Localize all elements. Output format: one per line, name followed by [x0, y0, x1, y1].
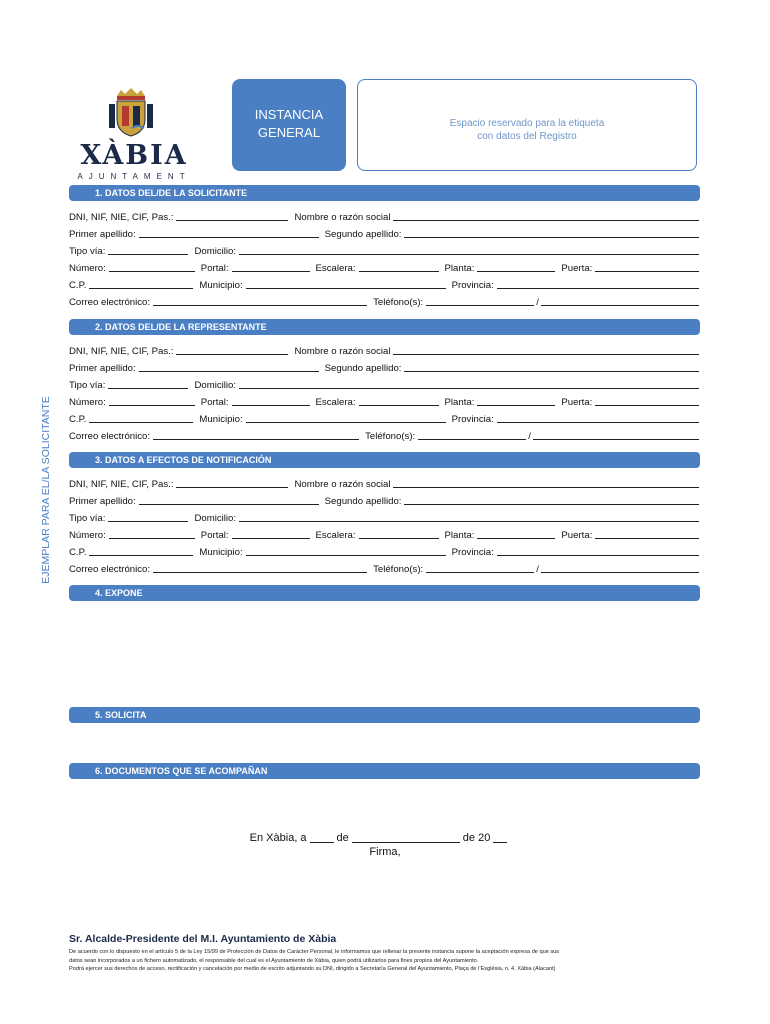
telefono-field-1b[interactable]	[541, 295, 699, 306]
logo-subtitle: AJUNTAMENT	[77, 172, 191, 181]
tipo-via-field-2[interactable]	[108, 378, 188, 389]
puerta-label: Puerta:	[561, 397, 593, 408]
segundo-apellido-field-1[interactable]	[404, 227, 699, 238]
cp-field-3[interactable]	[89, 545, 193, 556]
escalera-field-3[interactable]	[359, 528, 439, 539]
day-field[interactable]	[310, 831, 334, 843]
numero-field-2[interactable]	[109, 395, 195, 406]
provincia-field-2[interactable]	[497, 412, 699, 423]
dni-field-2[interactable]	[176, 344, 288, 355]
primer-apellido-field-2[interactable]	[139, 361, 319, 372]
segundo-apellido-label: Segundo apellido:	[324, 229, 402, 240]
puerta-field-2[interactable]	[595, 395, 699, 406]
row-surnames-3	[69, 491, 699, 507]
numero-label: Número:	[69, 397, 106, 408]
tipo-via-field-1[interactable]	[108, 244, 188, 255]
cp-field-1[interactable]	[89, 278, 193, 289]
row-location-1	[69, 275, 699, 291]
domicilio-field-1[interactable]	[239, 244, 699, 255]
tipo-via-field-3[interactable]	[108, 511, 188, 522]
correo-field-1[interactable]	[153, 295, 367, 306]
registry-label-box	[357, 79, 697, 171]
document-title-line1: INSTANCIA	[254, 107, 324, 122]
date-prefix: En Xàbia, a	[249, 832, 307, 844]
provincia-label: Provincia:	[451, 280, 494, 291]
registry-text-line2: con datos del Registro	[477, 131, 577, 142]
portal-field-3[interactable]	[232, 528, 310, 539]
planta-label: Planta:	[444, 263, 475, 274]
telefono-label: Teléfono(s):	[373, 297, 424, 308]
numero-field-1[interactable]	[109, 261, 195, 272]
domicilio-label: Domicilio:	[194, 246, 237, 257]
puerta-field-3[interactable]	[595, 528, 699, 539]
solicita-area[interactable]	[69, 725, 700, 761]
primer-apellido-label: Primer apellido:	[69, 363, 136, 374]
segundo-apellido-field-2[interactable]	[404, 361, 699, 372]
cp-label: C.P.	[69, 547, 87, 558]
section-2-header: 2. DATOS DEL/DE LA REPRESENTANTE	[69, 319, 700, 335]
year-field[interactable]	[493, 831, 507, 843]
telefono-label: Teléfono(s):	[373, 564, 424, 575]
provincia-label: Provincia:	[451, 547, 494, 558]
telefono-field-3a[interactable]	[426, 562, 534, 573]
segundo-apellido-label: Segundo apellido:	[324, 496, 402, 507]
cp-label: C.P.	[69, 280, 87, 291]
date-line	[200, 831, 560, 844]
telefono-separator: /	[528, 431, 531, 442]
date-de: de	[336, 832, 349, 844]
portal-field-1[interactable]	[232, 261, 310, 272]
cp-field-2[interactable]	[89, 412, 193, 423]
provincia-field-1[interactable]	[497, 278, 699, 289]
numero-label: Número:	[69, 263, 106, 274]
month-field[interactable]	[352, 831, 460, 843]
planta-label: Planta:	[444, 530, 475, 541]
documentos-area[interactable]	[69, 781, 700, 821]
planta-field-2[interactable]	[477, 395, 555, 406]
primer-apellido-label: Primer apellido:	[69, 229, 136, 240]
registry-text-line1: Espacio reservado para la etiqueta	[449, 118, 605, 129]
nombre-field-2[interactable]	[393, 344, 699, 355]
dni-label: DNI, NIF, NIE, CIF, Pas.:	[69, 479, 174, 490]
portal-label: Portal:	[200, 263, 229, 274]
row-address-2	[69, 375, 699, 391]
escalera-label: Escalera:	[315, 263, 356, 274]
planta-field-3[interactable]	[477, 528, 555, 539]
telefono-field-2b[interactable]	[533, 429, 699, 440]
primer-apellido-label: Primer apellido:	[69, 496, 136, 507]
domicilio-label: Domicilio:	[194, 513, 237, 524]
planta-field-1[interactable]	[477, 261, 555, 272]
row-identification-1	[69, 207, 699, 223]
row-address-1	[69, 241, 699, 257]
numero-field-3[interactable]	[109, 528, 195, 539]
addressee-title: Sr. Alcalde-Presidente del M.I. Ayuntamiento de Xàbia	[69, 933, 337, 945]
escalera-label: Escalera:	[315, 397, 356, 408]
numero-label: Número:	[69, 530, 106, 541]
coat-of-arms-icon	[108, 86, 154, 138]
dni-field-3[interactable]	[176, 477, 288, 488]
telefono-separator: /	[536, 564, 539, 575]
puerta-field-1[interactable]	[595, 261, 699, 272]
segundo-apellido-field-3[interactable]	[404, 494, 699, 505]
side-copy-label: EJEMPLAR PARA EL/LA SOLICITANTE	[40, 396, 52, 584]
row-contact-1	[69, 292, 699, 308]
row-identification-3	[69, 474, 699, 490]
tipo-via-label: Tipo vía:	[69, 246, 106, 257]
correo-field-2[interactable]	[153, 429, 359, 440]
escalera-label: Escalera:	[315, 530, 356, 541]
expone-area[interactable]	[69, 603, 700, 703]
row-contact-2	[69, 426, 699, 442]
municipio-field-1[interactable]	[246, 278, 446, 289]
document-title-box	[232, 79, 346, 171]
nombre-label: Nombre o razón social	[294, 212, 391, 223]
section-4-header: 4. EXPONE	[69, 585, 700, 601]
primer-apellido-field-3[interactable]	[139, 494, 319, 505]
segundo-apellido-label: Segundo apellido:	[324, 363, 402, 374]
dni-field-1[interactable]	[176, 210, 288, 221]
row-surnames-2	[69, 358, 699, 374]
row-number-1	[69, 258, 699, 274]
nombre-field-1[interactable]	[393, 210, 699, 221]
row-surnames-1	[69, 224, 699, 240]
dni-label: DNI, NIF, NIE, CIF, Pas.:	[69, 212, 174, 223]
logo-wordmark: XÀBIA	[80, 140, 188, 171]
notice-line-1: De acuerdo con lo dispuesto en el artículo 5 de la Ley 15/99 de Protección de Datos de Carácter Personal, le informamos que rellenar la presente instancia supone la aceptación expresa de que sus	[69, 949, 560, 955]
correo-field-3[interactable]	[153, 562, 367, 573]
telefono-label: Teléfono(s):	[365, 431, 416, 442]
municipio-field-2[interactable]	[246, 412, 446, 423]
dni-label: DNI, NIF, NIE, CIF, Pas.:	[69, 346, 174, 357]
correo-label: Correo electrónico:	[69, 297, 151, 308]
domicilio-field-2[interactable]	[239, 378, 699, 389]
municipio-field-3[interactable]	[246, 545, 446, 556]
row-contact-3	[69, 559, 699, 575]
primer-apellido-field-1[interactable]	[139, 227, 319, 238]
domicilio-label: Domicilio:	[194, 380, 237, 391]
section-5-header: 5. SOLICITA	[69, 707, 700, 723]
telefono-separator: /	[536, 297, 539, 308]
puerta-label: Puerta:	[561, 263, 593, 274]
domicilio-field-3[interactable]	[239, 511, 699, 522]
signature-label: Firma,	[369, 846, 401, 858]
telefono-field-1a[interactable]	[426, 295, 534, 306]
planta-label: Planta:	[444, 397, 475, 408]
provincia-field-3[interactable]	[497, 545, 699, 556]
portal-label: Portal:	[200, 530, 229, 541]
notice-line-3: Podrá ejercer sus derechos de acceso, rectificación y cancelación por medio de escrito adjuntando su DNI, dirigido a Secretaría General del Ayuntamiento, Plaça de l’Església, n. 4. Xàbia (Alacant)	[69, 966, 556, 972]
data-protection-notice	[69, 948, 701, 974]
section-1-header: 1. DATOS DEL/DE LA SOLICITANTE	[69, 185, 700, 201]
tipo-via-label: Tipo vía:	[69, 513, 106, 524]
date-year-prefix: de 20	[462, 832, 491, 844]
row-location-3	[69, 542, 699, 558]
section-6-header: 6. DOCUMENTOS QUE SE ACOMPAÑAN	[69, 763, 700, 779]
correo-label: Correo electrónico:	[69, 431, 151, 442]
puerta-label: Puerta:	[561, 530, 593, 541]
cp-label: C.P.	[69, 414, 87, 425]
escalera-field-2[interactable]	[359, 395, 439, 406]
telefono-field-3b[interactable]	[541, 562, 699, 573]
row-address-3	[69, 508, 699, 524]
nombre-field-3[interactable]	[393, 477, 699, 488]
row-identification-2	[69, 341, 699, 357]
telefono-field-2a[interactable]	[418, 429, 526, 440]
nombre-label: Nombre o razón social	[294, 479, 391, 490]
municipio-label: Municipio:	[199, 547, 243, 558]
municipio-label: Municipio:	[199, 414, 243, 425]
portal-field-2[interactable]	[232, 395, 310, 406]
row-number-3	[69, 525, 699, 541]
portal-label: Portal:	[200, 397, 229, 408]
tipo-via-label: Tipo vía:	[69, 380, 106, 391]
section-3-header: 3. DATOS A EFECTOS DE NOTIFICACIÓN	[69, 452, 700, 468]
row-location-2	[69, 409, 699, 425]
nombre-label: Nombre o razón social	[294, 346, 391, 357]
document-title-line2: GENERAL	[257, 125, 321, 140]
provincia-label: Provincia:	[451, 414, 494, 425]
correo-label: Correo electrónico:	[69, 564, 151, 575]
municipal-logo	[70, 86, 192, 181]
notice-line-2: datos sean incorporados a un fichero automatizado, el responsable del cual es el Ayuntamiento de Xàbia, quien podrá utilizarlos para fines propios del Ayuntamiento.	[69, 957, 479, 964]
municipio-label: Municipio:	[199, 280, 243, 291]
escalera-field-1[interactable]	[359, 261, 439, 272]
row-number-2	[69, 392, 699, 408]
